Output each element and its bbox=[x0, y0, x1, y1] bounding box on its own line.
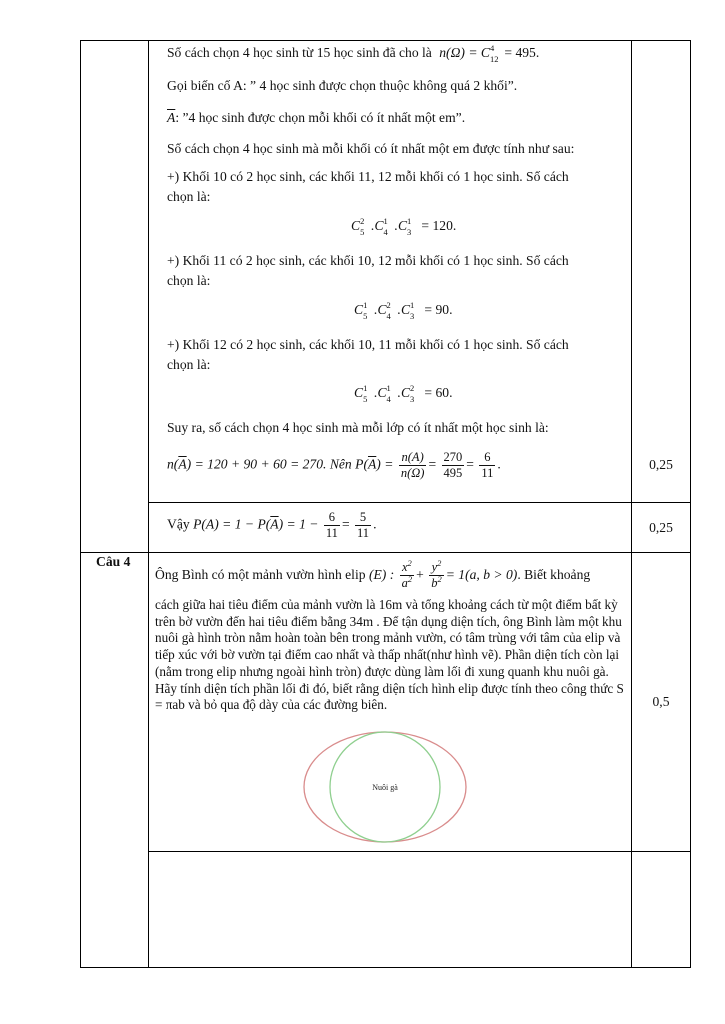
text-line-3: $\overline{A}$: ”4 học sinh được chọn mỗi khối có ít nhất một em”. bbox=[167, 110, 466, 125]
conclusion-line: Vậy $P(A) = 1 - P(\overline{A}) = 1$ − $\frac{6}{11}$ = $\frac{5}{11}$ . bbox=[167, 510, 377, 540]
score-1: 0,25 bbox=[649, 457, 673, 472]
score-3: 0,5 bbox=[652, 694, 670, 709]
text-line-6b: chọn là: bbox=[167, 273, 211, 288]
text-line-1: Số cách chọn 4 học sinh từ 15 học sinh đã cho là n(Ω) = C 4 12 = 495. bbox=[167, 43, 540, 64]
row-divider-1 bbox=[148, 502, 690, 503]
text-line-7b: chọn là: bbox=[167, 357, 211, 372]
probability-formula: $n(\overline{A}) = 120 + 90 + 60 = 270$. Nên $P(\overline{A})$ = $\frac{n(A)}{n(\Omega)}$ = $\frac{270}{495}$ = $\frac{6}{11}$ . bbox=[167, 450, 501, 480]
row-divider-2 bbox=[81, 552, 690, 553]
formula-3: C 1 5 .C 1 4 .C 2 3 = 60. bbox=[354, 383, 453, 404]
text-line-2: Gọi biến cố A: ” 4 học sinh được chọn thuộc không quá 2 khối”. bbox=[167, 78, 518, 93]
text-line-5a: +) Khối 10 có 2 học sinh, các khối 11, 12 mỗi khối có 1 học sinh. Số cách bbox=[167, 169, 569, 184]
text-line-6a: +) Khối 11 có 2 học sinh, các khối 10, 12 mỗi khối có 1 học sinh. Số cách bbox=[167, 253, 569, 268]
formula-1: C 2 5 .C 1 4 .C 1 3 = 120. bbox=[351, 216, 457, 237]
text-line-5b: chọn là: bbox=[167, 189, 211, 204]
text-line-4: Số cách chọn 4 học sinh mà mỗi khối có ít nhất một em được tính như sau: bbox=[167, 141, 575, 156]
question-label: Câu 4 bbox=[96, 554, 131, 569]
column-divider-1 bbox=[148, 41, 149, 967]
text-line-8: Suy ra, số cách chọn 4 học sinh mà mỗi lớp có ít nhất một học sinh là: bbox=[167, 420, 549, 435]
question-paragraph: cách giữa hai tiêu điểm của mảnh vườn là 16m và tổng khoảng cách từ một điểm bất kỳ trên bờ vườn đến hai tiêu điểm bằng 34m . Để tận dụng diện tích, ông Bình làm một khu nuôi gà hình tròn nằm hoàn toàn bên trong mảnh vườn, có tâm trùng với tâm của elip và tiếp xúc với bờ vườn tại điểm cao nhất và thấp nhất(như hình vẽ). Phần diện tích còn lại (nằm trong elip nhưng ngoài hình tròn) được dùng làm lối đi xung quanh khu nuôi gà. Hãy tính diện tích phần lối đi đó, biết rằng diện tích hình elip được tính theo công thức S = πab và bỏ qua độ dày của các đường biên. bbox=[155, 597, 624, 713]
row-divider-3 bbox=[148, 851, 690, 852]
ellipse-figure bbox=[300, 728, 470, 846]
formula-2: C 1 5 .C 2 4 .C 1 3 = 90. bbox=[354, 300, 453, 321]
text-line-7a: +) Khối 12 có 2 học sinh, các khối 10, 11 mỗi khối có 1 học sinh. Số cách bbox=[167, 337, 569, 352]
score-2: 0,25 bbox=[649, 520, 673, 535]
question-intro: Ông Bình có một mảnh vườn hình elip (E) : $\frac{x^2}{a^2}$ + $\frac{y^2}{b^2}$ = 1(a, b > 0). Biết khoảng bbox=[155, 558, 591, 591]
figure-label: Nuôi gà bbox=[372, 783, 398, 792]
column-divider-2 bbox=[631, 41, 632, 967]
